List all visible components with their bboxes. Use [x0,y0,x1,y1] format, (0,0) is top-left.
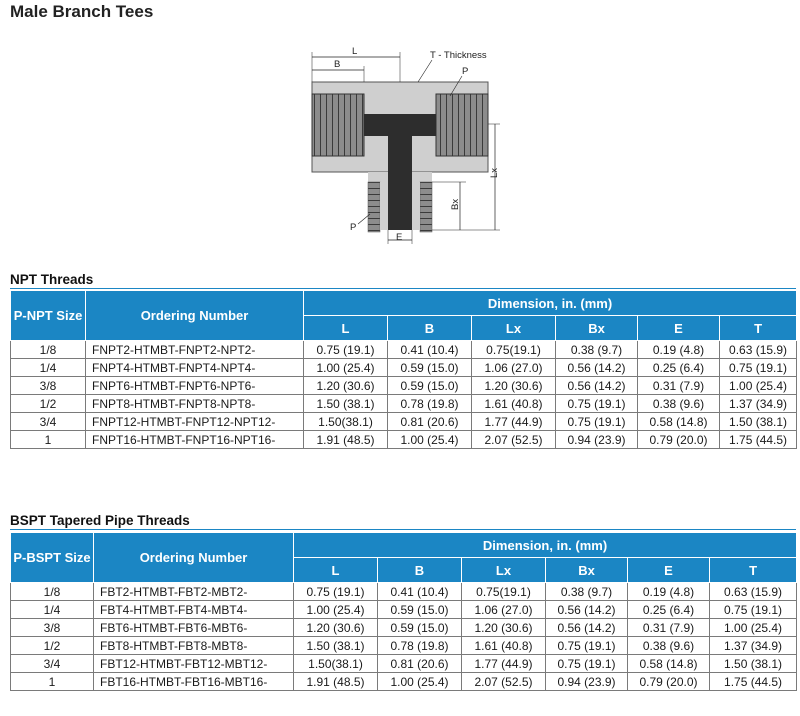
dim-t-cell: 0.75 (19.1) [720,359,797,377]
npt-section-rule [10,288,796,289]
dim-t-cell: 0.63 (15.9) [720,341,797,359]
bspt-col-Lx: Lx [462,558,546,583]
ordering-number-cell: FBT8-HTMBT-FBT8-MBT8- [94,637,294,655]
bspt-section-rule [10,529,796,530]
dim-lx-cell: 1.20 (30.6) [462,619,546,637]
label-L: L [352,46,358,57]
ordering-number-cell: FNPT2-HTMBT-FNPT2-NPT2- [86,341,304,359]
dim-e-cell: 0.38 (9.6) [628,637,710,655]
dim-l-cell: 1.50 (38.1) [294,637,378,655]
ordering-number-cell: FBT4-HTMBT-FBT4-MBT4- [94,601,294,619]
size-cell: 3/8 [11,619,94,637]
npt-col-Bx: Bx [556,316,638,341]
npt-dimension-header: Dimension, in. (mm) [304,291,797,316]
dim-l-cell: 1.91 (48.5) [294,673,378,691]
dim-e-cell: 0.58 (14.8) [638,413,720,431]
label-thickness: T - Thickness [430,50,487,61]
table-row [11,413,797,431]
dim-e-cell: 0.31 (7.9) [628,619,710,637]
dim-lx-cell: 1.77 (44.9) [462,655,546,673]
dim-l-cell: 1.00 (25.4) [294,601,378,619]
dim-b-cell: 0.81 (20.6) [388,413,472,431]
npt-col-L: L [304,316,388,341]
dim-bx-cell: 0.94 (23.9) [546,673,628,691]
table-row [11,359,797,377]
branch-thread-left [368,182,380,232]
dim-t-cell: 1.00 (25.4) [710,619,797,637]
dim-bx-cell: 0.38 (9.7) [546,583,628,601]
size-cell: 3/8 [11,377,86,395]
dim-bx-cell: 0.56 (14.2) [546,619,628,637]
dim-l-cell: 1.20 (30.6) [294,619,378,637]
size-cell: 1/8 [11,341,86,359]
bspt-size-header: P-BSPT Size [11,533,94,583]
dim-b-cell: 0.78 (19.8) [388,395,472,413]
dim-l-cell: 1.20 (30.6) [304,377,388,395]
size-cell: 1 [11,431,86,449]
table-row [11,395,797,413]
bspt-table [10,532,797,691]
table-row [11,673,797,691]
dim-lx-cell: 1.61 (40.8) [462,637,546,655]
dim-e-cell: 0.25 (6.4) [638,359,720,377]
dim-e-cell: 0.19 (4.8) [628,583,710,601]
bspt-col-Bx: Bx [546,558,628,583]
dim-bx-cell: 0.75 (19.1) [546,637,628,655]
dim-t-cell: 1.37 (34.9) [710,637,797,655]
dim-l-cell: 0.75 (19.1) [294,583,378,601]
table-row [11,377,797,395]
dim-e-cell: 0.19 (4.8) [638,341,720,359]
label-B: B [334,59,341,70]
table-row [11,655,797,673]
dim-lx-cell: 0.75(19.1) [462,583,546,601]
dim-l-cell: 1.50(38.1) [294,655,378,673]
dim-l-cell: 0.75 (19.1) [304,341,388,359]
dim-b-cell: 0.59 (15.0) [378,619,462,637]
ordering-number-cell: FBT12-HTMBT-FBT12-MBT12- [94,655,294,673]
dim-e-cell: 0.31 (7.9) [638,377,720,395]
dim-bx-cell: 0.38 (9.7) [556,341,638,359]
dim-lx-cell: 1.61 (40.8) [472,395,556,413]
dim-lx-cell: 1.77 (44.9) [472,413,556,431]
page-title: Male Branch Tees [10,2,154,21]
npt-section-title: NPT Threads [10,272,94,287]
right-thread [436,94,488,156]
dim-t-cell: 1.75 (44.5) [710,673,797,691]
dim-l-cell: 1.50(38.1) [304,413,388,431]
npt-table [10,290,797,449]
label-E: E [396,232,403,243]
dim-b-cell: 1.00 (25.4) [378,673,462,691]
npt-col-T: T [720,316,797,341]
dim-t-cell: 1.00 (25.4) [720,377,797,395]
dim-lx-cell: 0.75(19.1) [472,341,556,359]
dim-e-cell: 0.38 (9.6) [638,395,720,413]
size-cell: 1 [11,673,94,691]
bspt-col-E: E [628,558,710,583]
dim-lx-cell: 2.07 (52.5) [462,673,546,691]
dim-bx-cell: 0.56 (14.2) [546,601,628,619]
table-row [11,619,797,637]
npt-col-B: B [388,316,472,341]
ordering-number-cell: FNPT4-HTMBT-FNPT4-NPT4- [86,359,304,377]
dim-bx-cell: 0.75 (19.1) [556,395,638,413]
dim-bx-cell: 0.75 (19.1) [546,655,628,673]
branch-wall [380,182,388,230]
dim-b-cell: 0.59 (15.0) [388,359,472,377]
dim-l-cell: 1.00 (25.4) [304,359,388,377]
npt-size-header: P-NPT Size [11,291,86,341]
ordering-number-cell: FBT6-HTMBT-FBT6-MBT6- [94,619,294,637]
bspt-dimension-header: Dimension, in. (mm) [294,533,797,558]
dim-lx-cell: 2.07 (52.5) [472,431,556,449]
bspt-col-B: B [378,558,462,583]
size-cell: 1/8 [11,583,94,601]
dim-l-cell: 1.50 (38.1) [304,395,388,413]
dim-l-cell: 1.91 (48.5) [304,431,388,449]
tee-diagram [290,44,510,254]
npt-rows [11,341,797,449]
dim-b-cell: 0.41 (10.4) [378,583,462,601]
dim-b-cell: 0.59 (15.0) [388,377,472,395]
bspt-col-T: T [710,558,797,583]
ordering-number-cell: FBT16-HTMBT-FBT16-MBT16- [94,673,294,691]
dim-t-cell: 0.75 (19.1) [710,601,797,619]
size-cell: 3/4 [11,655,94,673]
npt-col-Lx: Lx [472,316,556,341]
npt-ordering-header: Ordering Number [86,291,304,341]
ordering-number-cell: FNPT6-HTMBT-FNPT6-NPT6- [86,377,304,395]
table-row [11,341,797,359]
dim-t-cell: 1.50 (38.1) [720,413,797,431]
dim-t-cell: 1.50 (38.1) [710,655,797,673]
dim-b-cell: 0.81 (20.6) [378,655,462,673]
size-cell: 1/4 [11,601,94,619]
label-P-top: P [462,66,469,77]
label-P-bottom: P [350,222,357,233]
dim-e-cell: 0.25 (6.4) [628,601,710,619]
dim-lx-cell: 1.06 (27.0) [462,601,546,619]
table-row [11,637,797,655]
label-Lx: Lx [489,167,500,178]
dim-lx-cell: 1.06 (27.0) [472,359,556,377]
ordering-number-cell: FBT2-HTMBT-FBT2-MBT2- [94,583,294,601]
size-cell: 1/2 [11,395,86,413]
label-Bx: Bx [450,198,461,210]
dim-lx-cell: 1.20 (30.6) [472,377,556,395]
dim-e-cell: 0.58 (14.8) [628,655,710,673]
dim-e-cell: 0.79 (20.0) [628,673,710,691]
dim-bx-cell: 0.56 (14.2) [556,359,638,377]
main-bore [364,114,436,136]
ordering-number-cell: FNPT8-HTMBT-FNPT8-NPT8- [86,395,304,413]
table-row [11,601,797,619]
dim-t-cell: 1.75 (44.5) [720,431,797,449]
size-cell: 1/4 [11,359,86,377]
dim-bx-cell: 0.75 (19.1) [556,413,638,431]
dim-b-cell: 0.59 (15.0) [378,601,462,619]
npt-col-E: E [638,316,720,341]
dim-t-cell: 1.37 (34.9) [720,395,797,413]
bspt-section-title: BSPT Tapered Pipe Threads [10,513,190,528]
bspt-col-L: L [294,558,378,583]
ordering-number-cell: FNPT12-HTMBT-FNPT12-NPT12- [86,413,304,431]
dim-b-cell: 0.78 (19.8) [378,637,462,655]
dim-bx-cell: 0.94 (23.9) [556,431,638,449]
branch-thread-right [420,182,432,232]
bspt-ordering-header: Ordering Number [94,533,294,583]
dim-bx-cell: 0.56 (14.2) [556,377,638,395]
ordering-number-cell: FNPT16-HTMBT-FNPT16-NPT16- [86,431,304,449]
dim-b-cell: 1.00 (25.4) [388,431,472,449]
size-cell: 3/4 [11,413,86,431]
dim-e-cell: 0.79 (20.0) [638,431,720,449]
branch-wall [412,182,420,230]
left-thread [312,94,364,156]
bspt-rows [11,583,797,691]
dim-b-cell: 0.41 (10.4) [388,341,472,359]
table-row [11,431,797,449]
dim-t-cell: 0.63 (15.9) [710,583,797,601]
size-cell: 1/2 [11,637,94,655]
branch-bore [388,136,412,230]
table-row [11,583,797,601]
